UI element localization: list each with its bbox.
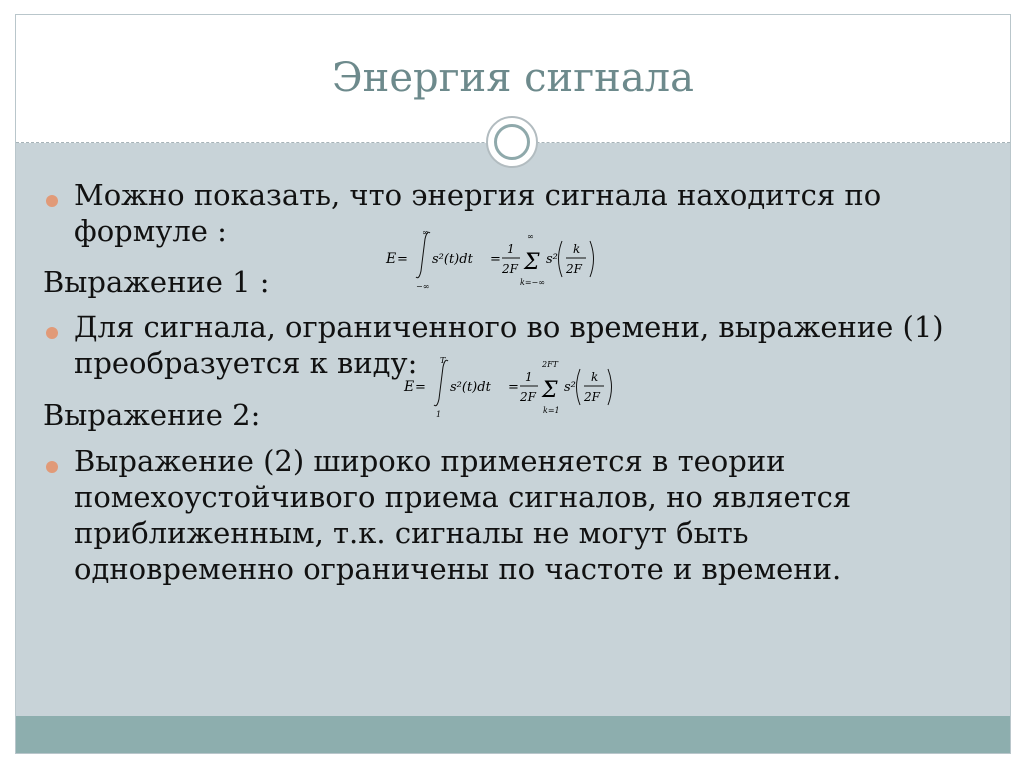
expression-2-label: Выражение 2: xyxy=(43,398,261,432)
bullet-icon xyxy=(46,195,58,207)
formula-1-arg-den: 2F xyxy=(566,262,582,276)
svg-text:=: = xyxy=(415,380,426,395)
bullet-icon xyxy=(46,327,58,339)
formula-2-lower: 1 xyxy=(436,410,442,419)
formula-2-sum-lower: k=1 xyxy=(543,406,560,415)
formula-2-num: 1 xyxy=(525,370,533,384)
bottom-bar xyxy=(16,716,1010,753)
expression-1-label: Выражение 1 : xyxy=(43,265,270,299)
formula-1-arg-num: k xyxy=(573,242,581,256)
formula-2 xyxy=(404,355,634,422)
formula-1-den: 2F xyxy=(502,262,518,276)
svg-text:=: = xyxy=(508,380,519,395)
formula-1-sum-lower: k=−∞ xyxy=(520,278,545,287)
svg-text:Σ: Σ xyxy=(542,378,558,403)
svg-text:Σ: Σ xyxy=(524,250,540,275)
formula-2-lhs: E xyxy=(404,379,415,395)
formula-1-num: 1 xyxy=(507,242,515,256)
svg-text:s²: s² xyxy=(546,252,558,267)
formula-1-sum-upper: ∞ xyxy=(527,232,534,241)
formula-1-lower: −∞ xyxy=(416,282,430,291)
formula-1-upper: ∞ xyxy=(422,228,429,237)
formula-2-sum-upper: 2FT xyxy=(542,360,558,369)
svg-text:s²: s² xyxy=(564,380,576,395)
formula-2-integrand: s²(t)dt xyxy=(450,380,491,395)
formula-1-lhs: E xyxy=(386,251,397,267)
paragraph-2: Для сигнала, ограниченного во времени, выражение (1) преобразуется к виду: xyxy=(74,310,944,380)
formula-2-arg-den: 2F xyxy=(584,390,600,404)
formula-2-upper: T xyxy=(440,356,446,365)
formula-2-den: 2F xyxy=(520,390,536,404)
bullet-icon xyxy=(46,461,58,473)
paragraph-3: Выражение (2) широко применяется в теории помехоустойчивого приема сигналов, но является приближенным, т.к. сигналы не могут быть одновременно ограничены по частоте и времени. xyxy=(74,444,852,586)
formula-2-arg-num: k xyxy=(591,370,599,384)
formula-1 xyxy=(386,227,616,294)
slide-content xyxy=(16,15,1010,715)
formula-1-integrand: s²(t)dt xyxy=(432,252,473,267)
slide-title: Энергия сигнала xyxy=(332,55,694,101)
svg-text:=: = xyxy=(490,252,501,267)
svg-text:=: = xyxy=(397,252,408,267)
paragraph-1: Можно показать, что энергия сигнала находится по формуле : xyxy=(74,178,882,248)
slide xyxy=(15,14,1011,754)
